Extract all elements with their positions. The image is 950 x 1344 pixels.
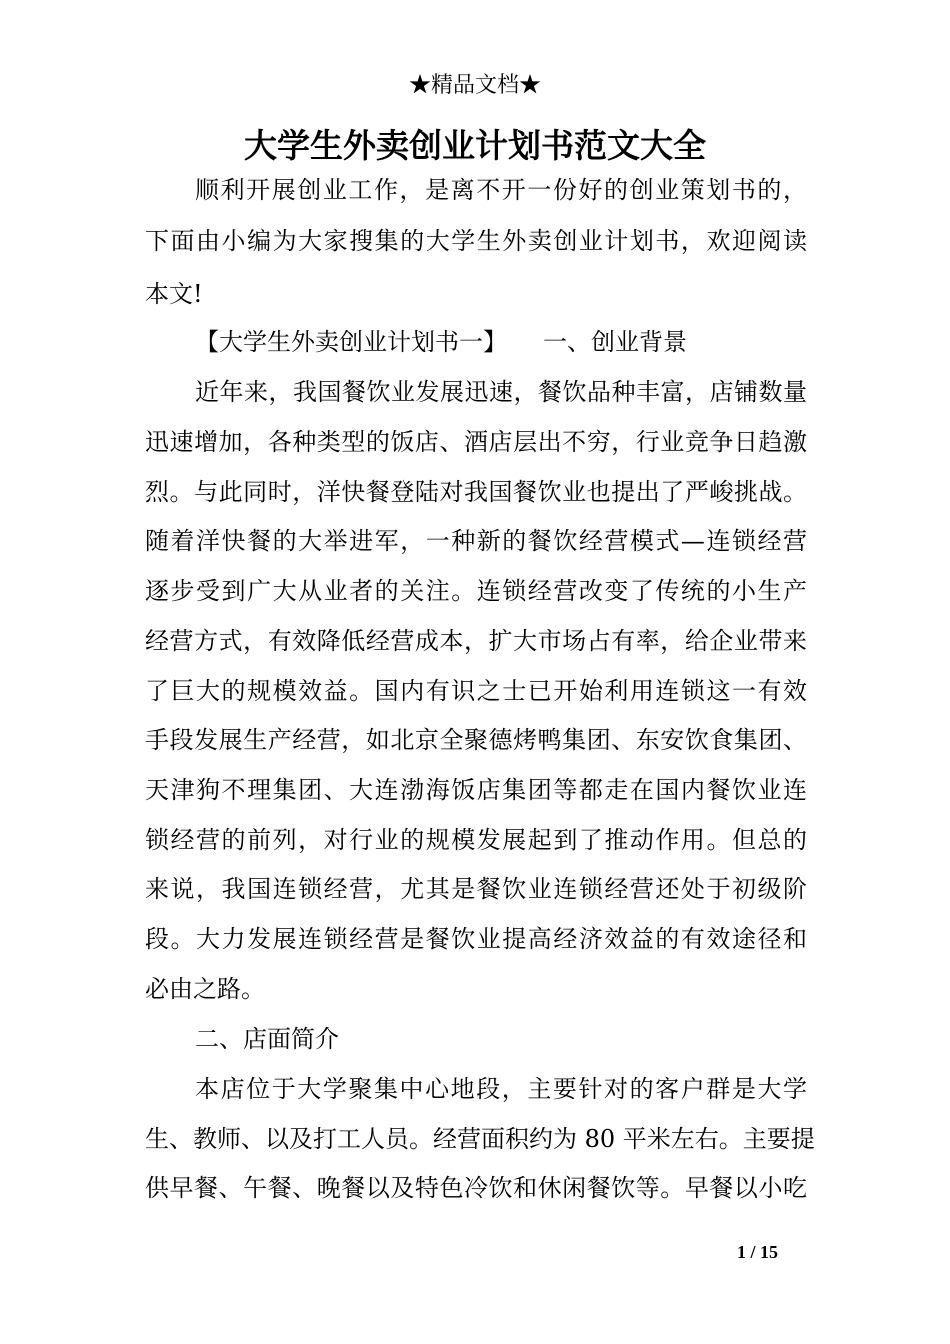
text-line: 段。大力发展连锁经营是餐饮业提高经济效益的有效途径和 xyxy=(145,925,807,953)
text-line: 二、店面简介 xyxy=(195,1025,339,1053)
text-line: 下面由小编为大家搜集的大学生外卖创业计划书，欢迎阅读 xyxy=(145,227,807,255)
text-line: 近年来，我国餐饮业发展迅速，餐饮品种丰富，店铺数量 xyxy=(195,378,807,406)
text-line: 了巨大的规模效益。国内有识之士已开始利用连锁这一有效 xyxy=(145,677,807,705)
text-line: 本店位于大学聚集中心地段，主要针对的客户群是大学 xyxy=(195,1075,807,1103)
text-line: 来说，我国连锁经营，尤其是餐饮业连锁经营还处于初级阶 xyxy=(145,875,807,903)
text-line: 生、教师、以及打工人员。经营面积约为 80 平米左右。主要提 xyxy=(145,1125,815,1153)
text-line: 【大学生外卖创业计划书一】 一、创业背景 xyxy=(195,328,687,356)
text-line: 手段发展生产经营，如北京全聚德烤鸭集团、东安饮食集团、 xyxy=(145,726,807,754)
text-line: 烈。与此同时，洋快餐登陆对我国餐饮业也提出了严峻挑战。 xyxy=(145,478,807,506)
text-line: 经营方式，有效降低经营成本，扩大市场占有率，给企业带来 xyxy=(145,627,807,655)
page-number: 1 / 15 xyxy=(737,1242,779,1262)
text-line: 供早餐、午餐、晚餐以及特色冷饮和休闲餐饮等。早餐以小吃 xyxy=(145,1174,807,1202)
document-title: 大学生外卖创业计划书范文大全 xyxy=(244,126,706,165)
text-line: 随着洋快餐的大举进军，一种新的餐饮经营模式—连锁经营 xyxy=(145,527,807,555)
text-line: 顺利开展创业工作，是离不开一份好的创业策划书的， xyxy=(195,176,807,204)
text-line: 必由之路。 xyxy=(145,975,265,1003)
text-line: 迅速增加，各种类型的饭店、酒店层出不穷，行业竞争日趋激 xyxy=(145,428,807,456)
document-header: ★精品文档★ xyxy=(408,73,541,98)
text-line: 本文! xyxy=(145,280,203,308)
text-line: 天津狗不理集团、大连渤海饭店集团等都走在国内餐饮业连 xyxy=(145,776,807,804)
text-line: 逐步受到广大从业者的关注。连锁经营改变了传统的小生产 xyxy=(145,577,807,605)
text-line: 锁经营的前列，对行业的规模发展起到了推动作用。但总的 xyxy=(145,826,807,854)
